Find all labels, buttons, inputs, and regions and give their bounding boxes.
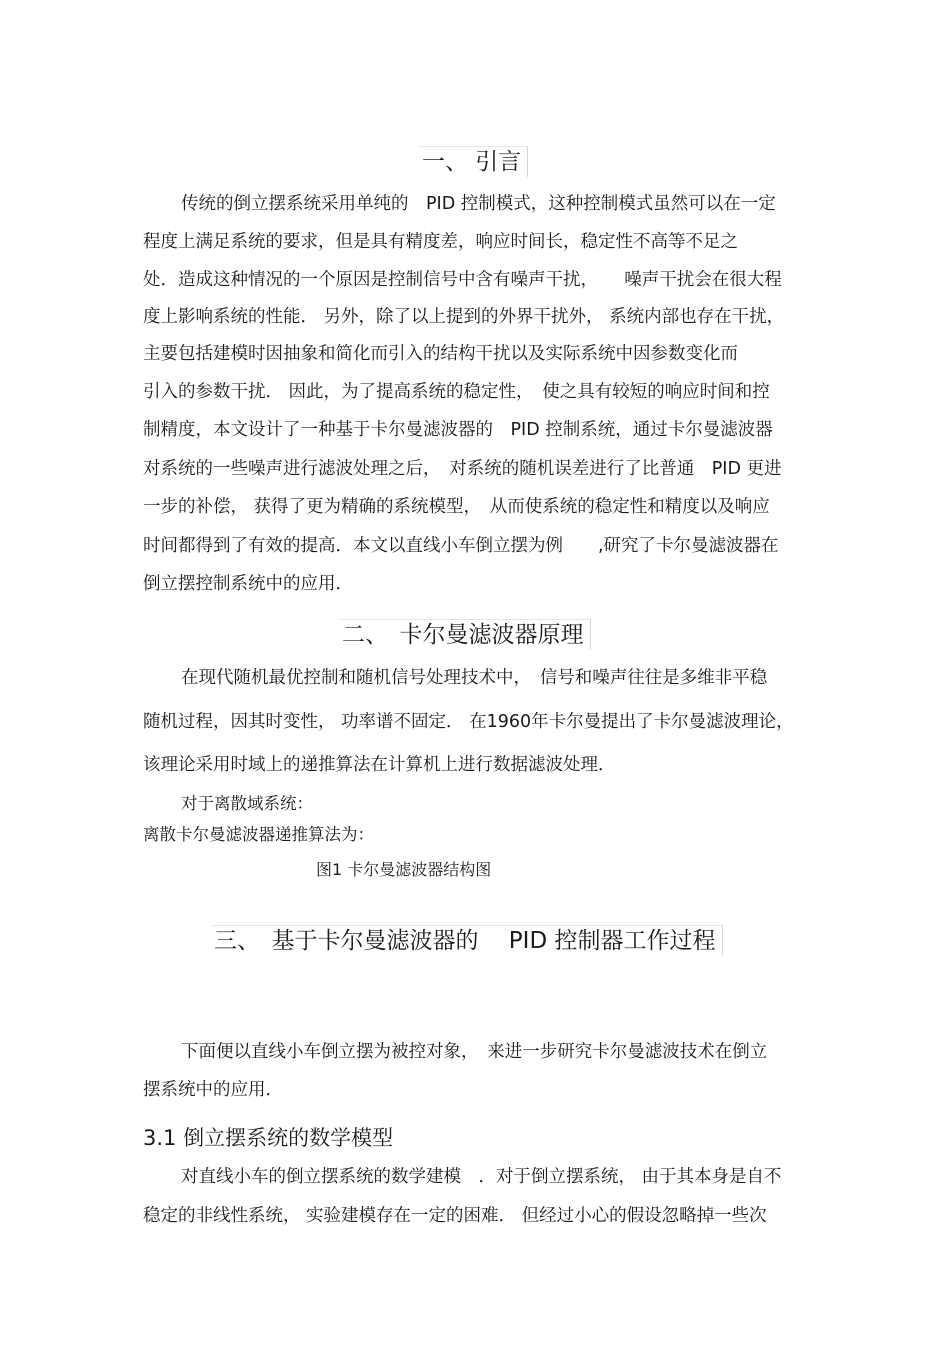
- paragraph-line: 倒立摆控制系统中的应用．: [143, 574, 353, 594]
- section-3-title: 三、 基于卡尔曼滤波器的 PID 控制器工作过程: [212, 925, 723, 956]
- figure-caption: 图1 卡尔曼滤波器结构图: [316, 860, 492, 879]
- paragraph-line: 该理论采用时域上的递推算法在计算机上进行数据滤波处理．: [143, 755, 616, 775]
- paragraph-line: 在现代随机最优控制和随机信号处理技术中， 信号和噪声往往是多维非平稳: [181, 668, 768, 688]
- paragraph-line: 主要包括建模时因抽象和简化而引入的结构干扰以及实际系统中因参数变化而: [143, 344, 738, 364]
- paragraph-line: 处．造成这种情况的一个原因是控制信号中含有噪声干扰， 噪声干扰会在很大程: [143, 270, 782, 290]
- paragraph-line: 摆系统中的应用．: [143, 1080, 283, 1100]
- paragraph-line: 时间都得到了有效的提高．本文以直线小车倒立摆为例 ,研究了卡尔曼滤波器在: [143, 536, 779, 556]
- section-2-title: 二、 卡尔曼滤波器原理: [340, 619, 591, 650]
- discrete-system-label: 对于离散域系统：: [181, 794, 313, 813]
- recursive-algorithm-label: 离散卡尔曼滤波器递推算法为：: [143, 825, 374, 844]
- paragraph-line: 对系统的一些噪声进行滤波处理之后， 对系统的随机误差进行了比普通 PID 更进: [143, 459, 782, 479]
- section-1-title: 一、 引言: [418, 146, 528, 177]
- paragraph-line: 传统的倒立摆系统采用单纯的 PID 控制模式，这种控制模式虽然可以在一定: [181, 194, 776, 214]
- paragraph-line: 稳定的非线性系统， 实验建模存在一定的困难． 但经过小心的假设忽略掉一些次: [143, 1206, 767, 1226]
- paragraph-line: 程度上满足系统的要求，但是具有精度差，响应时间长，稳定性不高等不足之: [143, 232, 738, 252]
- paragraph-line: 一步的补偿， 获得了更为精确的系统模型， 从而使系统的稳定性和精度以及响应: [143, 497, 770, 517]
- subsection-title: 3.1 倒立摆系统的数学模型: [143, 1126, 394, 1150]
- paragraph-line: 下面便以直线小车倒立摆为被控对象， 来进一步研究卡尔曼滤波技术在倒立: [181, 1042, 768, 1062]
- paragraph-line: 对直线小车的倒立摆系统的数学建模 ．对于倒立摆系统， 由于其本身是自不: [181, 1167, 782, 1187]
- paragraph-line: 引入的参数干扰． 因此，为了提高系统的稳定性， 使之具有较短的响应时间和控: [143, 382, 770, 402]
- paragraph-line: 随机过程，因其时变性， 功率谱不固定． 在1960年卡尔曼提出了卡尔曼滤波理论，: [143, 712, 794, 732]
- paragraph-line: 制精度，本文设计了一种基于卡尔曼滤波器的 PID 控制系统，通过卡尔曼滤波器: [143, 420, 773, 440]
- paragraph-line: 度上影响系统的性能． 另外，除了以上提到的外界干扰外， 系统内部也存在干扰，: [143, 307, 785, 327]
